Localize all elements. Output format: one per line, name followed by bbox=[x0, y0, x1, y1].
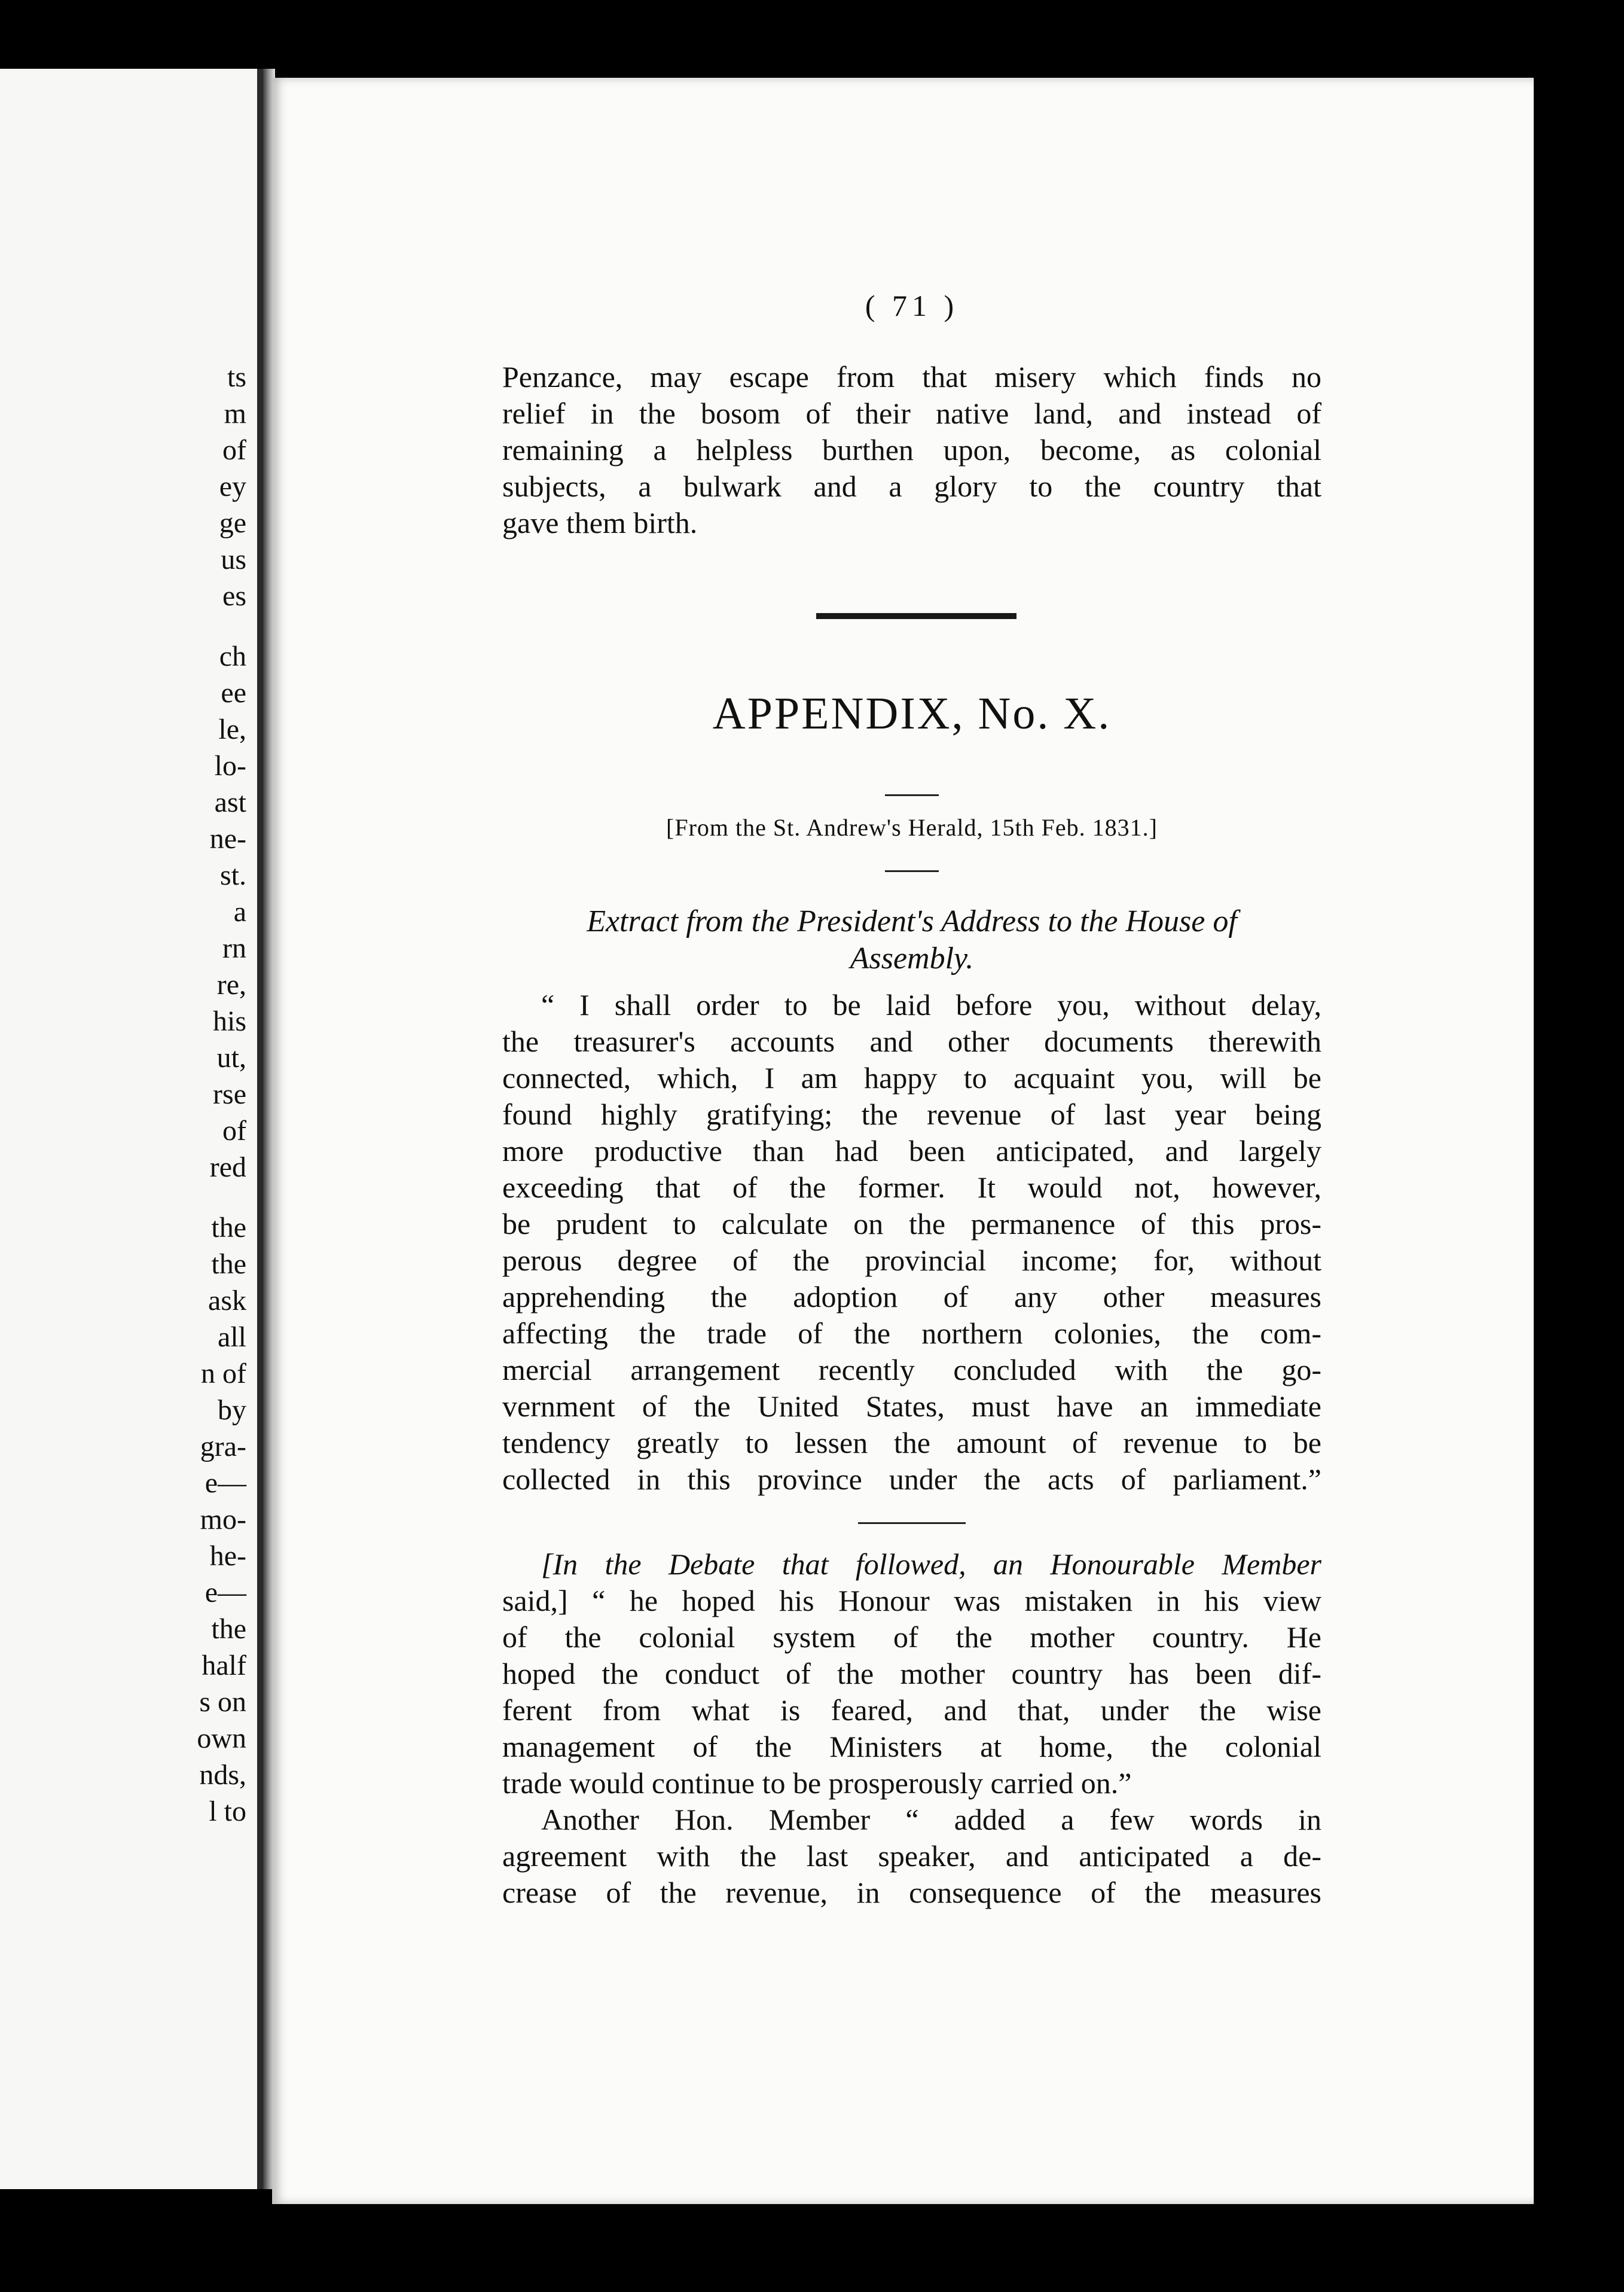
text-line: trade would continue to be prosperously carried on.” bbox=[502, 1766, 1132, 1800]
extract-subtitle bbox=[502, 903, 1321, 977]
source-note: [From the St. Andrew's Herald, 15th Feb. 1831.] bbox=[666, 814, 1158, 841]
short-rule-below-source bbox=[885, 870, 939, 872]
left-fragment: he- bbox=[209, 1540, 246, 1572]
text-line: “ I shall order to be laid before you, without delay, bbox=[541, 988, 1321, 1022]
left-fragment: re, bbox=[216, 969, 246, 1001]
left-fragment: s on bbox=[199, 1686, 246, 1718]
text-line: exceeding that of the former. It would not, however, bbox=[502, 1171, 1321, 1204]
text-line: vernment of the United States, must have an immediate bbox=[502, 1389, 1321, 1423]
left-fragment: us bbox=[221, 544, 246, 575]
text-line: more productive than had been anticipated, and largely bbox=[502, 1134, 1321, 1168]
left-fragment: by bbox=[218, 1394, 246, 1426]
address-paragraph bbox=[502, 987, 1321, 1498]
text-line: of the colonial system of the mother country. He bbox=[502, 1620, 1321, 1654]
text-line: ferent from what is feared, and that, under the wise bbox=[502, 1693, 1321, 1727]
short-rule-above-source bbox=[885, 794, 939, 796]
opening-paragraph bbox=[502, 359, 1321, 541]
left-fragment: of bbox=[222, 434, 246, 466]
left-fragment: ne- bbox=[209, 823, 246, 855]
text-line: be prudent to calculate on the permanence of this pros- bbox=[502, 1207, 1321, 1241]
left-fragment: ee bbox=[221, 677, 246, 709]
left-fragment: es bbox=[222, 580, 246, 612]
left-fragment: nds, bbox=[199, 1759, 246, 1791]
left-fragment: ts bbox=[227, 361, 246, 393]
left-fragment: of bbox=[222, 1115, 246, 1147]
left-fragment: red bbox=[209, 1151, 246, 1183]
text-line: collected in this province under the acts of parliament.” bbox=[502, 1462, 1321, 1496]
text-line: gave them birth. bbox=[502, 506, 698, 540]
left-fragment: m bbox=[224, 398, 246, 429]
left-fragment: the bbox=[211, 1613, 246, 1645]
text-line: hoped the conduct of the mother country has been dif- bbox=[502, 1657, 1321, 1690]
text-line: Another Hon. Member “ added a few words in bbox=[541, 1803, 1321, 1836]
text-line: remaining a helpless burthen upon, become, as colonial bbox=[502, 433, 1321, 467]
left-fragment: ut, bbox=[216, 1042, 246, 1074]
left-fragment: own bbox=[197, 1723, 246, 1754]
text-line: perous degree of the provincial income; for, without bbox=[502, 1243, 1321, 1277]
left-fragment: e— bbox=[204, 1577, 246, 1608]
text-line: the treasurer's accounts and other documents therewith bbox=[502, 1025, 1321, 1058]
text-line: [In the Debate that followed, an Honourable Member bbox=[541, 1547, 1321, 1581]
section-divider-rule bbox=[816, 613, 1016, 619]
subtitle-line: Extract from the President's Address to the House of bbox=[587, 904, 1237, 938]
left-fragment: the bbox=[211, 1248, 246, 1280]
left-fragment: half bbox=[202, 1650, 246, 1681]
left-fragment: rse bbox=[213, 1078, 246, 1110]
left-fragment: le, bbox=[218, 714, 246, 745]
left-page-text-fragments bbox=[157, 359, 246, 1830]
left-fragment: n of bbox=[201, 1358, 246, 1389]
left-fragment: gra- bbox=[200, 1431, 246, 1462]
text-line: subjects, a bulwark and a glory to the country that bbox=[502, 470, 1321, 503]
left-fragment: rn bbox=[222, 932, 246, 964]
short-rule-before-debate bbox=[858, 1522, 966, 1524]
left-fragment: ge bbox=[219, 507, 246, 539]
left-fragment: mo- bbox=[200, 1504, 246, 1535]
left-fragment: ast bbox=[214, 787, 246, 818]
text-line: found highly gratifying; the revenue of last year being bbox=[502, 1098, 1321, 1131]
text-line: connected, which, I am happy to acquaint you, will be bbox=[502, 1061, 1321, 1095]
text-line: mercial arrangement recently concluded with the go- bbox=[502, 1353, 1321, 1386]
left-page bbox=[0, 69, 263, 2189]
text-line: management of the Ministers at home, the colonial bbox=[502, 1730, 1321, 1763]
closing-paragraph bbox=[502, 1802, 1321, 1911]
left-fragment: e— bbox=[204, 1467, 246, 1499]
left-fragment: a bbox=[233, 896, 246, 928]
text-line: tendency greatly to lessen the amount of revenue to be bbox=[502, 1426, 1321, 1459]
left-fragment: the bbox=[211, 1212, 246, 1243]
text-line: apprehending the adoption of any other measures bbox=[502, 1280, 1321, 1313]
left-fragment: ch bbox=[219, 641, 246, 672]
right-page bbox=[272, 78, 1534, 2204]
text-line: relief in the bosom of their native land, and instead of bbox=[502, 397, 1321, 430]
left-fragment: all bbox=[218, 1321, 246, 1353]
text-line: affecting the trade of the northern colonies, the com- bbox=[502, 1316, 1321, 1350]
left-fragment: st. bbox=[219, 860, 246, 891]
text-line: agreement with the last speaker, and anticipated a de- bbox=[502, 1839, 1321, 1873]
subtitle-line: Assembly. bbox=[850, 941, 974, 976]
appendix-heading: APPENDIX, No. X. bbox=[712, 688, 1112, 739]
left-fragment: his bbox=[212, 1005, 246, 1037]
left-fragment: ey bbox=[219, 471, 246, 502]
text-line: Penzance, may escape from that misery which finds no bbox=[502, 360, 1321, 394]
debate-paragraph bbox=[502, 1546, 1321, 1802]
page-number: ( 71 ) bbox=[865, 289, 959, 322]
left-fragment: lo- bbox=[214, 750, 246, 782]
left-fragment: l to bbox=[209, 1796, 246, 1827]
left-fragment: ask bbox=[208, 1285, 246, 1316]
text-line: crease of the revenue, in consequence of the measures bbox=[502, 1876, 1321, 1909]
text-line: said,] “ he hoped his Honour was mistaken in his view bbox=[502, 1584, 1321, 1617]
